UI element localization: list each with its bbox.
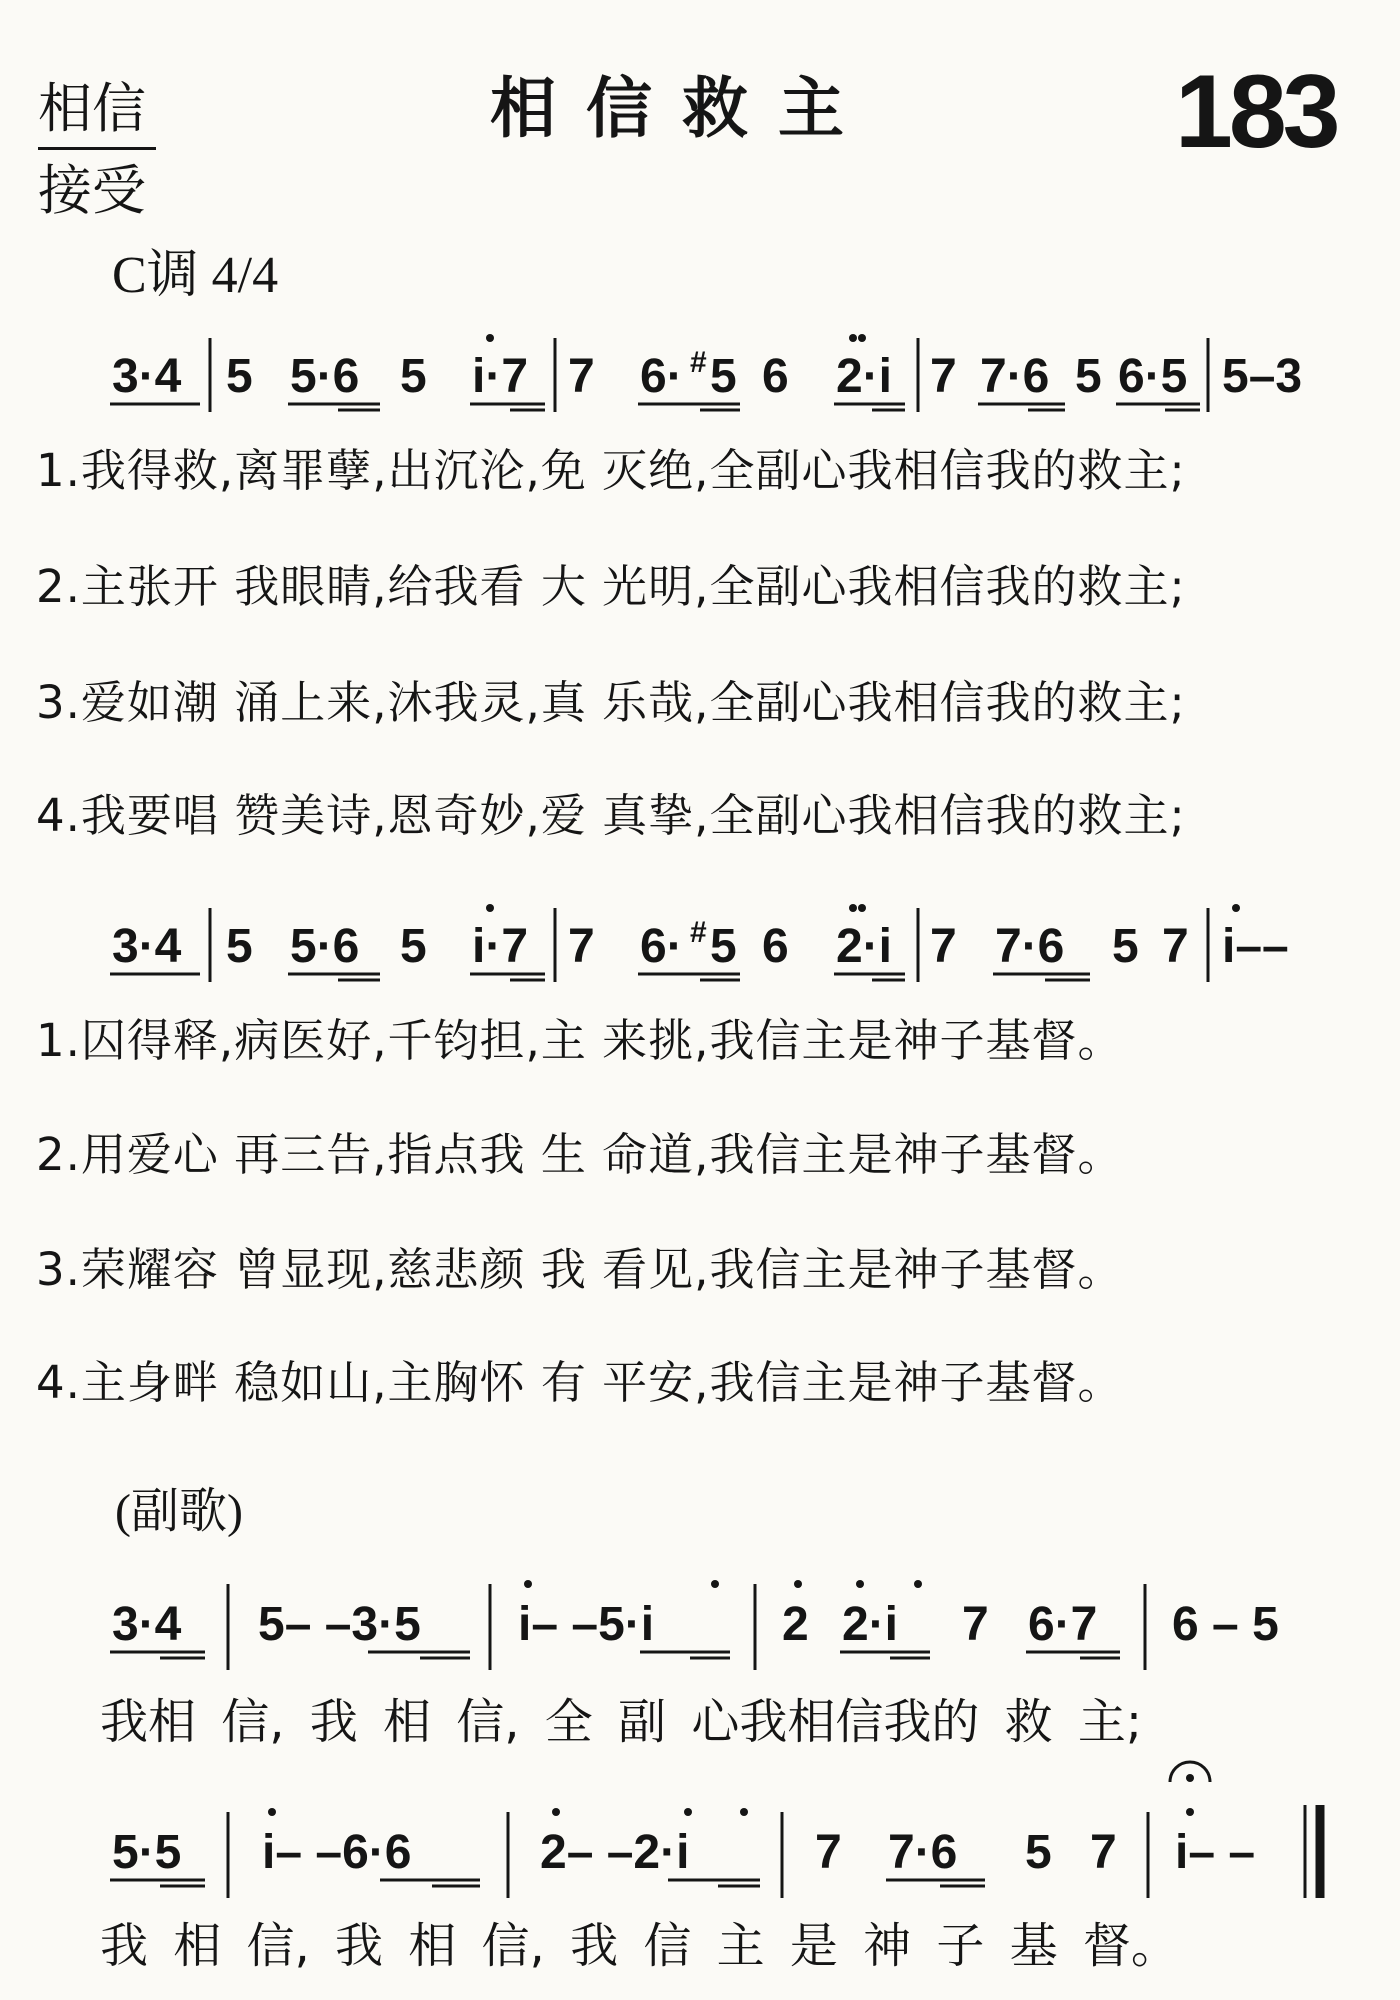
svg-text:7: 7	[568, 920, 595, 973]
svg-text:3·4: 3·4	[112, 920, 182, 973]
svg-text:7·6: 7·6	[980, 350, 1050, 403]
svg-text:i––: i––	[1222, 920, 1289, 973]
svg-text:5: 5	[226, 920, 253, 973]
svg-text:5: 5	[226, 350, 253, 403]
svg-text:7: 7	[815, 1826, 842, 1879]
verse-2-line-a: 2.主张开 我眼睛,给我看 大 光明,全副心我相信我的救主;	[36, 560, 1186, 613]
hymn-number: 183	[1175, 54, 1337, 170]
svg-text:i·7: i·7	[472, 350, 529, 403]
svg-text:7·6: 7·6	[995, 920, 1065, 973]
chorus-lyric-line-2: 我 相 信, 我 相 信, 我 信 主 是 神 子 基 督。	[100, 1918, 1179, 1974]
verse-3-line-b: 3.荣耀容 曾显现,慈悲颜 我 看见,我信主是神子基督。	[36, 1243, 1124, 1296]
svg-text:i·7: i·7	[472, 920, 529, 973]
svg-text:5: 5	[400, 350, 427, 403]
svg-text:i– –6·6: i– –6·6	[262, 1826, 412, 1879]
svg-text:6·5: 6·5	[1118, 350, 1188, 403]
svg-text:7: 7	[930, 920, 957, 973]
verse-1-line-b: 1.囚得释,病医好,千钧担,主 来挑,我信主是神子基督。	[36, 1014, 1124, 1067]
svg-text:5·6: 5·6	[290, 350, 360, 403]
svg-text:2·i: 2·i	[836, 350, 893, 403]
notation-system-1	[110, 334, 1302, 412]
svg-text:6 – 5: 6 – 5	[1172, 1598, 1279, 1651]
notation-system-2	[110, 904, 1289, 982]
svg-text:2: 2	[782, 1598, 809, 1651]
svg-text:5: 5	[1075, 350, 1102, 403]
svg-text:2·i: 2·i	[836, 920, 893, 973]
verse-4-line-a: 4.我要唱 赞美诗,恩奇妙,爱 真挚,全副心我相信我的救主;	[36, 789, 1186, 842]
svg-text:7: 7	[962, 1598, 989, 1651]
svg-text:#: #	[690, 346, 707, 379]
svg-text:i– –5·i: i– –5·i	[518, 1598, 655, 1651]
category-label-bottom: 接受	[38, 159, 146, 222]
svg-text:7: 7	[930, 350, 957, 403]
svg-text:6·: 6·	[640, 350, 683, 403]
svg-text:7: 7	[1090, 1826, 1117, 1879]
svg-text:3·4: 3·4	[112, 350, 182, 403]
verse-3-line-a: 3.爱如潮 涌上来,沐我灵,真 乐哉,全副心我相信我的救主;	[36, 676, 1186, 729]
svg-text:i– –: i– –	[1175, 1826, 1256, 1879]
svg-text:7: 7	[1162, 920, 1189, 973]
svg-text:5: 5	[1025, 1826, 1052, 1879]
hymn-title: 相信救主	[490, 70, 874, 147]
category-label-top: 相信	[38, 77, 146, 140]
svg-text:6·: 6·	[640, 920, 683, 973]
svg-text:5: 5	[1112, 920, 1139, 973]
verse-4-line-b: 4.主身畔 稳如山,主胸怀 有 平安,我信主是神子基督。	[36, 1356, 1124, 1409]
chorus-lyric-line-1: 我相 信, 我 相 信, 全 副 心我相信我的 救 主;	[100, 1694, 1143, 1750]
verse-1-line-a: 1.我得救,离罪孽,出沉沦,免 灭绝,全副心我相信我的救主;	[36, 444, 1186, 497]
svg-text:6: 6	[762, 920, 789, 973]
chorus-label: (副歌)	[115, 1485, 243, 1538]
svg-text:2– –2·i: 2– –2·i	[540, 1826, 690, 1879]
svg-text:2·i: 2·i	[842, 1598, 899, 1651]
svg-text:5–3: 5–3	[1222, 350, 1303, 403]
chorus-notation-line-1	[110, 1580, 1279, 1670]
svg-text:#: #	[690, 916, 707, 949]
svg-text:7: 7	[568, 350, 595, 403]
svg-text:5: 5	[400, 920, 427, 973]
svg-text:7·6: 7·6	[888, 1826, 958, 1879]
svg-text:3·4: 3·4	[112, 1598, 182, 1651]
chorus-notation-line-2	[110, 1762, 1320, 1898]
svg-text:6: 6	[762, 350, 789, 403]
svg-text:5: 5	[710, 350, 737, 403]
key-time-signature: C调 4/4	[112, 247, 279, 304]
svg-text:5·5: 5·5	[112, 1826, 182, 1879]
svg-text:6·7: 6·7	[1028, 1598, 1098, 1651]
verse-2-line-b: 2.用爱心 再三告,指点我 生 命道,我信主是神子基督。	[36, 1128, 1124, 1181]
svg-text:5: 5	[710, 920, 737, 973]
svg-text:5·6: 5·6	[290, 920, 360, 973]
svg-text:5– –3·5: 5– –3·5	[258, 1598, 421, 1651]
